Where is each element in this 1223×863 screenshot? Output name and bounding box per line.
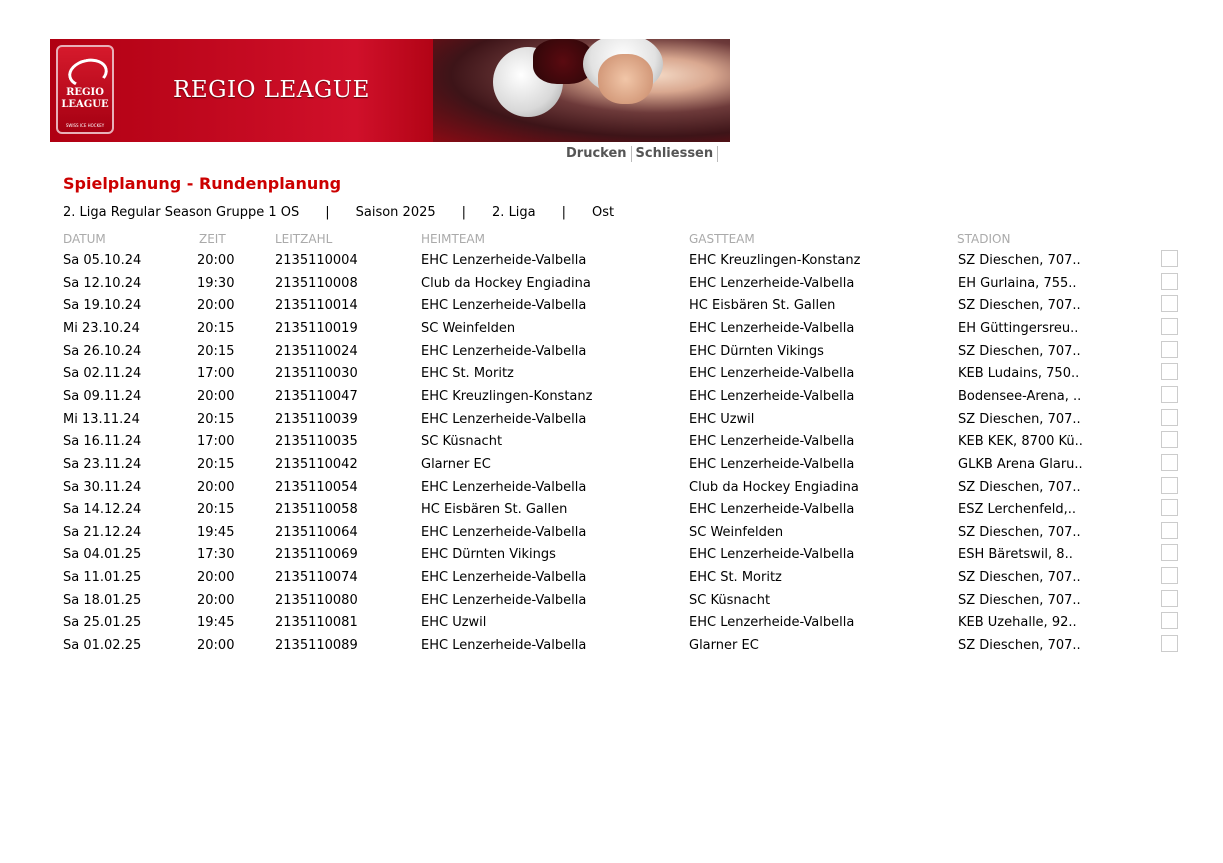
separator: | xyxy=(561,205,567,220)
stadium: SZ Dieschen, 707.. xyxy=(958,298,1081,314)
game-number: 2135110074 xyxy=(275,570,358,586)
home-team: SC Küsnacht xyxy=(421,434,503,450)
game-time: 20:00 xyxy=(197,298,235,314)
table-row xyxy=(0,634,1223,656)
table-row xyxy=(0,272,1223,294)
game-time: 20:00 xyxy=(197,253,235,268)
row-checkbox[interactable] xyxy=(1161,612,1178,629)
logo-text-line2: LEAGUE xyxy=(61,99,109,110)
game-number: 2135110030 xyxy=(275,366,358,382)
table-row xyxy=(0,362,1223,384)
away-team: EHC Lenzerheide-Valbella xyxy=(689,388,855,404)
game-time: 20:15 xyxy=(197,320,235,336)
row-checkbox[interactable] xyxy=(1161,386,1178,403)
home-team: EHC Lenzerheide-Valbella xyxy=(421,592,587,608)
game-date: Sa 19.10.24 xyxy=(63,298,142,314)
row-checkbox[interactable] xyxy=(1161,295,1178,312)
game-time: 20:00 xyxy=(197,479,235,495)
stadium: SZ Dieschen, 707.. xyxy=(958,253,1081,268)
column-header-home: HEIMTEAM xyxy=(421,232,485,246)
game-number: 2135110081 xyxy=(275,615,358,631)
game-date: Sa 23.11.24 xyxy=(63,456,142,472)
home-team: EHC Lenzerheide-Valbella xyxy=(421,570,587,586)
print-link[interactable]: Drucken xyxy=(562,146,632,162)
away-team: SC Weinfelden xyxy=(689,524,784,540)
separator: | xyxy=(325,205,330,220)
game-time: 20:00 xyxy=(197,388,235,404)
stadium: SZ Dieschen, 707.. xyxy=(958,411,1081,427)
stadium: ESH Bäretswil, 8.. xyxy=(958,547,1073,563)
game-number: 2135110024 xyxy=(275,343,358,359)
row-checkbox[interactable] xyxy=(1161,567,1178,584)
game-date: Sa 16.11.24 xyxy=(63,434,142,450)
column-header-stadium: STADION xyxy=(957,232,1011,246)
game-time: 20:15 xyxy=(197,502,235,518)
season: Saison 2025 xyxy=(355,205,436,220)
game-date: Sa 02.11.24 xyxy=(63,366,142,382)
game-date: Sa 11.01.25 xyxy=(63,570,142,586)
home-team: Glarner EC xyxy=(421,456,491,472)
row-checkbox[interactable] xyxy=(1161,522,1178,539)
game-date: Sa 25.01.25 xyxy=(63,615,142,631)
home-team: EHC Lenzerheide-Valbella xyxy=(421,638,587,654)
column-header-date: DATUM xyxy=(63,232,106,246)
away-team: EHC St. Moritz xyxy=(689,570,782,586)
away-team: EHC Uzwil xyxy=(689,411,755,427)
banner-title: REGIO LEAGUE xyxy=(173,77,370,103)
home-team: EHC Dürnten Vikings xyxy=(421,547,556,563)
away-team: EHC Lenzerheide-Valbella xyxy=(689,366,855,382)
stadium: KEB Uzehalle, 92.. xyxy=(958,615,1077,631)
game-number: 2135110064 xyxy=(275,524,358,540)
home-team: HC Eisbären St. Gallen xyxy=(421,502,568,518)
home-team: EHC St. Moritz xyxy=(421,366,514,382)
row-checkbox[interactable] xyxy=(1161,431,1178,448)
header-banner xyxy=(50,39,730,142)
away-team: EHC Lenzerheide-Valbella xyxy=(689,434,855,450)
away-team: EHC Lenzerheide-Valbella xyxy=(689,456,855,472)
stadium: SZ Dieschen, 707.. xyxy=(958,343,1081,359)
game-date: Sa 01.02.25 xyxy=(63,638,142,654)
game-date: Sa 09.11.24 xyxy=(63,388,142,404)
game-time: 20:00 xyxy=(197,570,235,586)
game-date: Sa 21.12.24 xyxy=(63,524,142,540)
away-team: EHC Kreuzlingen-Konstanz xyxy=(689,253,861,268)
table-row xyxy=(0,340,1223,362)
row-checkbox[interactable] xyxy=(1161,544,1178,561)
game-time: 20:15 xyxy=(197,456,235,472)
game-number: 2135110042 xyxy=(275,456,358,472)
row-checkbox[interactable] xyxy=(1161,409,1178,426)
stadium: EH Güttingersreu.. xyxy=(958,320,1079,336)
table-row xyxy=(0,430,1223,452)
away-team: EHC Lenzerheide-Valbella xyxy=(689,320,855,336)
hockey-players-photo xyxy=(433,39,730,142)
stadium: SZ Dieschen, 707.. xyxy=(958,570,1081,586)
row-checkbox[interactable] xyxy=(1161,477,1178,494)
game-number: 2135110069 xyxy=(275,547,358,563)
stadium: KEB KEK, 8700 Kü.. xyxy=(958,434,1083,450)
puck-swoosh-icon xyxy=(66,55,111,91)
row-checkbox[interactable] xyxy=(1161,635,1178,652)
game-date: Sa 05.10.24 xyxy=(63,253,142,268)
away-team: EHC Lenzerheide-Valbella xyxy=(689,547,855,563)
home-team: EHC Lenzerheide-Valbella xyxy=(421,479,587,495)
away-team: SC Küsnacht xyxy=(689,592,771,608)
table-row xyxy=(0,408,1223,430)
away-team: Club da Hockey Engiadina xyxy=(689,479,859,495)
row-checkbox[interactable] xyxy=(1161,454,1178,471)
home-team: EHC Lenzerheide-Valbella xyxy=(421,524,587,540)
regio-league-logo xyxy=(56,45,114,134)
game-number: 2135110035 xyxy=(275,434,358,450)
game-number: 2135110054 xyxy=(275,479,358,495)
stadium: EH Gurlaina, 755.. xyxy=(958,275,1077,291)
home-team: EHC Lenzerheide-Valbella xyxy=(421,253,587,268)
game-time: 20:00 xyxy=(197,638,235,654)
home-team: EHC Lenzerheide-Valbella xyxy=(421,343,587,359)
stadium: SZ Dieschen, 707.. xyxy=(958,524,1081,540)
column-header-away: GASTTEAM xyxy=(689,232,755,246)
league-name: 2. Liga Regular Season Gruppe 1 OS xyxy=(63,205,300,220)
away-team: EHC Lenzerheide-Valbella xyxy=(689,502,855,518)
row-checkbox[interactable] xyxy=(1161,499,1178,516)
table-row xyxy=(0,453,1223,475)
game-date: Sa 18.01.25 xyxy=(63,592,142,608)
stadium: KEB Ludains, 750.. xyxy=(958,366,1080,382)
stadium: Bodensee-Arena, .. xyxy=(958,388,1082,404)
table-row xyxy=(0,498,1223,520)
game-date: Sa 30.11.24 xyxy=(63,479,142,495)
table-row xyxy=(0,611,1223,633)
game-time: 17:00 xyxy=(197,366,235,382)
game-number: 2135110039 xyxy=(275,411,358,427)
row-checkbox[interactable] xyxy=(1161,363,1178,380)
table-row xyxy=(0,521,1223,543)
away-team: Glarner EC xyxy=(689,638,759,654)
game-number: 2135110058 xyxy=(275,502,358,518)
game-date: Sa 26.10.24 xyxy=(63,343,142,359)
game-date: Mi 23.10.24 xyxy=(63,320,140,336)
game-time: 17:30 xyxy=(197,547,235,563)
stadium: GLKB Arena Glaru.. xyxy=(958,456,1083,472)
game-time: 20:00 xyxy=(197,592,235,608)
region: Ost xyxy=(592,205,615,220)
table-row xyxy=(0,566,1223,588)
away-team: EHC Dürnten Vikings xyxy=(689,343,824,359)
table-row xyxy=(0,385,1223,407)
away-team: EHC Lenzerheide-Valbella xyxy=(689,275,855,291)
logo-subtext: SWISS ICE HOCKEY xyxy=(65,123,105,128)
logo-text-line1: REGIO xyxy=(66,87,104,98)
table-row xyxy=(0,476,1223,498)
stadium: SZ Dieschen, 707.. xyxy=(958,479,1081,495)
game-number: 2135110019 xyxy=(275,320,358,336)
game-number: 2135110008 xyxy=(275,275,358,291)
game-number: 2135110080 xyxy=(275,592,358,608)
table-row xyxy=(0,249,1223,271)
page-title: Spielplanung - Rundenplanung xyxy=(63,174,342,193)
stadium: SZ Dieschen, 707.. xyxy=(958,592,1081,608)
stadium: SZ Dieschen, 707.. xyxy=(958,638,1081,654)
column-header-time: ZEIT xyxy=(199,232,226,246)
away-team: HC Eisbären St. Gallen xyxy=(689,298,836,314)
stadium: ESZ Lerchenfeld,.. xyxy=(958,502,1077,518)
home-team: SC Weinfelden xyxy=(421,320,516,336)
game-date: Sa 14.12.24 xyxy=(63,502,142,518)
row-checkbox[interactable] xyxy=(1161,250,1178,267)
level: 2. Liga xyxy=(492,205,536,220)
game-date: Sa 04.01.25 xyxy=(63,547,142,563)
game-time: 19:45 xyxy=(197,524,235,540)
game-time: 20:15 xyxy=(197,411,235,427)
game-number: 2135110047 xyxy=(275,388,358,404)
game-number: 2135110014 xyxy=(275,298,358,314)
game-time: 19:30 xyxy=(197,275,235,291)
column-header-number: LEITZAHL xyxy=(275,232,333,246)
game-time: 17:00 xyxy=(197,434,235,450)
home-team: EHC Kreuzlingen-Konstanz xyxy=(421,388,593,404)
game-date: Sa 12.10.24 xyxy=(63,275,142,291)
table-row xyxy=(0,589,1223,611)
close-link[interactable]: Schliessen xyxy=(632,146,719,162)
home-team: EHC Lenzerheide-Valbella xyxy=(421,298,587,314)
home-team: EHC Uzwil xyxy=(421,615,487,631)
game-time: 20:15 xyxy=(197,343,235,359)
toolbar xyxy=(562,145,718,163)
home-team: Club da Hockey Engiadina xyxy=(421,275,591,291)
row-checkbox[interactable] xyxy=(1161,318,1178,335)
game-time: 19:45 xyxy=(197,615,235,631)
table-row xyxy=(0,317,1223,339)
game-number: 2135110089 xyxy=(275,638,358,654)
game-number: 2135110004 xyxy=(275,253,358,268)
league-info xyxy=(63,205,614,220)
home-team: EHC Lenzerheide-Valbella xyxy=(421,411,587,427)
row-checkbox[interactable] xyxy=(1161,273,1178,290)
away-team: EHC Lenzerheide-Valbella xyxy=(689,615,855,631)
game-date: Mi 13.11.24 xyxy=(63,411,140,427)
table-row xyxy=(0,543,1223,565)
row-checkbox[interactable] xyxy=(1161,590,1178,607)
separator: | xyxy=(461,205,467,220)
row-checkbox[interactable] xyxy=(1161,341,1178,358)
table-row xyxy=(0,294,1223,316)
